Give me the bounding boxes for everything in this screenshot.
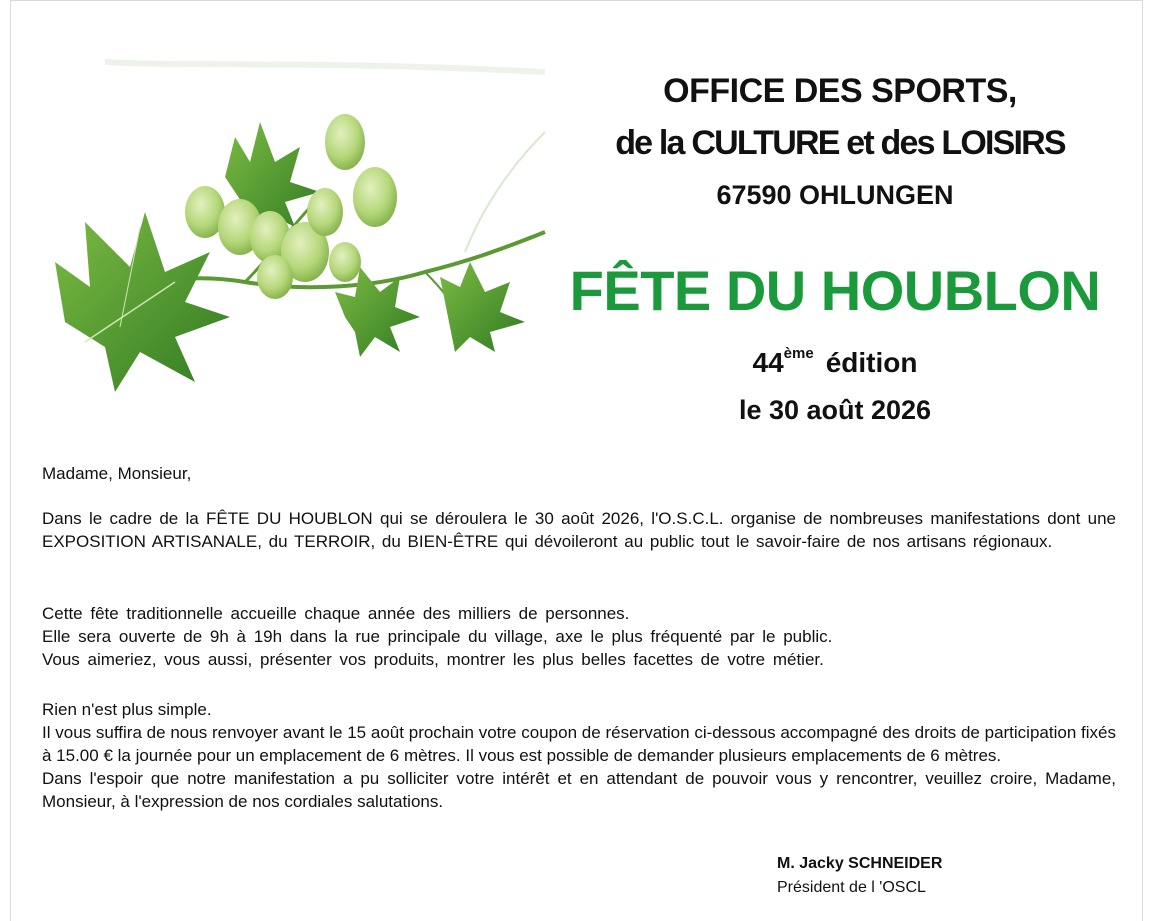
letter-paragraph-intro bbox=[42, 507, 1116, 553]
organization-name-line1: OFFICE DES SPORTS, bbox=[663, 72, 1017, 110]
event-date: le 30 août 2026 bbox=[738, 395, 932, 425]
leaf-large bbox=[55, 212, 230, 392]
paragraph-line: Elle sera ouverte de 9h à 19h dans la rue principale du village, axe le plus fréquenté par le public. bbox=[42, 627, 833, 646]
signature-block bbox=[777, 852, 942, 900]
hop-branch-image bbox=[45, 52, 557, 397]
event-title: FÊTE DU HOUBLON bbox=[569, 259, 1101, 322]
letter-greeting: Madame, Monsieur, bbox=[42, 464, 192, 483]
signatory-title: Président de l 'OSCL bbox=[777, 879, 926, 896]
edition-word: édition bbox=[825, 347, 918, 378]
edition-number: 44 bbox=[752, 347, 784, 378]
paragraph-text: Dans le cadre de la FÊTE DU HOUBLON qui se déroulera le 30 août 2026, l'O.S.C.L. organise de nombreuses manifestations dont une EXPOSITION ARTISANALE, du TERROIR, du BIEN-ÊTRE qui dévoileront au public tout le savoir-faire de nos artisans régionaux. bbox=[42, 509, 1116, 551]
letter-paragraph-registration bbox=[42, 698, 1116, 813]
signatory-name: M. Jacky SCHNEIDER bbox=[777, 855, 943, 872]
paragraph-line: Dans l'espoir que notre manifestation a pu solliciter votre intérêt et en attendant de pouvoir vous y rencontrer, veuillez croire, Madame, Monsieur, à l'expression de nos cordiales salutations. bbox=[42, 769, 1116, 811]
edition-suffix: ème bbox=[783, 345, 814, 362]
letter-paragraph-event bbox=[42, 602, 1116, 671]
hop-cones bbox=[185, 114, 397, 299]
paragraph-line: Il vous suffira de nous renvoyer avant le 15 août prochain votre coupon de réservation ci-dessous accompagné des droits de participation fixés à 15.00 € la journée pour un emplacement de 6 mètres. Il vous est possible de demander plusieurs emplacements de 6 mètres. bbox=[42, 723, 1116, 765]
organization-address: 67590 OHLUNGEN bbox=[716, 180, 954, 210]
paragraph-line: Cette fête traditionnelle accueille chaque année des milliers de personnes. bbox=[42, 604, 630, 623]
paragraph-line: Rien n'est plus simple. bbox=[42, 700, 212, 719]
paragraph-line: Vous aimeriez, vous aussi, présenter vos produits, montrer les plus belles facettes de votre métier. bbox=[42, 650, 824, 669]
event-edition bbox=[555, 347, 1115, 379]
organization-name-line2: de la CULTURE et des LOISIRS bbox=[615, 124, 1065, 162]
